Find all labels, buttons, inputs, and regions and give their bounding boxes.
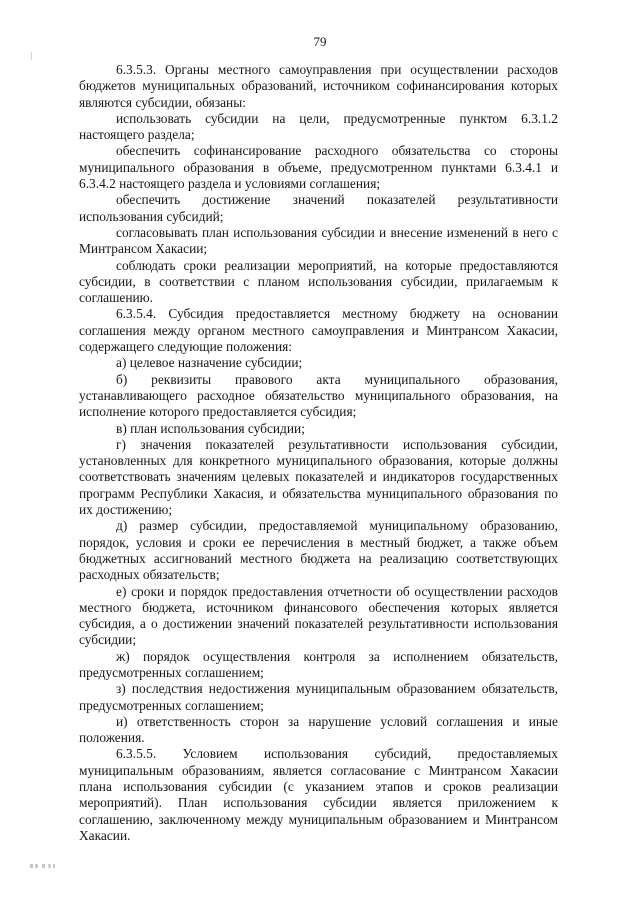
page-number: 79 bbox=[313, 34, 327, 49]
paragraph-6-3-5-4: 6.3.5.4. Субсидия предоставляется местному бюджету на основании соглашения между органом местного самоуправления и Минтрансом Хакасии, содержащего следующие положения: bbox=[79, 306, 558, 355]
clause-v: в) план использования субсидии; bbox=[116, 420, 305, 436]
clause-g: г) значения показателей результативности использования субсидии, установленных для конкретного муниципального образования, которые должны соответствовать значениям целевых показателей и индикаторов государственных программ Республики Хакасия, и обязательства муниципального образования по их достижению; bbox=[79, 436, 558, 518]
clause-e: е) сроки и порядок предоставления отчетности об осуществлении расходов местного бюджета, источником финансового обеспечения которых является субсидия, а о достижении значений показателей результативности использования субсидии; bbox=[79, 583, 558, 648]
paragraph-6-3-5-3: 6.3.5.3. Органы местного самоуправления при осуществлении расходов бюджетов муниципальных образований, источником софинансирования которых являются субсидии, обязаны: bbox=[79, 62, 558, 110]
obligation-cofinancing: обеспечить софинансирование расходного обязательства со стороны муниципального образования в объеме, предусмотренном пунктами 6.3.4.1 и 6.3.4.2 настоящего раздела и условиями соглашения; bbox=[79, 143, 558, 192]
document-body bbox=[79, 62, 558, 844]
paragraph-6-3-5-5: 6.3.5.5. Условием использования субсидий, предоставляемых муниципальным образованиям, является согласование с Минтрансом Хакасии плана использования субсидии (с указанием этапов и сроков реализации мероприятий). План использования субсидии является приложением к соглашению, заключенному между муниципальным образованием и Минтрансом Хакасии. bbox=[79, 746, 558, 843]
obligation-plan-approval: согласовывать план использования субсидии и внесение изменений в него с Минтрансом Хакасии; bbox=[79, 224, 558, 257]
obligation-use-subsidy: использовать субсидии на цели, предусмотренные пунктом 6.3.1.2 настоящего раздела; bbox=[79, 110, 558, 143]
clause-d: д) размер субсидии, предоставляемой муниципальному образованию, порядок, условия и сроки ее перечисления в местный бюджет, а также объем бюджетных ассигнований местного бюджета на реализацию соответствующих расходных обязательств; bbox=[79, 518, 558, 583]
clause-b: б) реквизиты правового акта муниципального образования, устанавливающего расходное обязательство муниципального образования, на исполнение которого предоставляется субсидия; bbox=[79, 371, 558, 420]
clause-zh: ж) порядок осуществления контроля за исполнением обязательств, предусмотренных соглашением; bbox=[79, 648, 558, 680]
obligation-performance: обеспечить достижение значений показателей результативности использования субсидий; bbox=[79, 192, 558, 224]
clause-i: и) ответственность сторон за нарушение условий соглашения и иные положения. bbox=[79, 713, 558, 746]
clause-a: а) целевое назначение субсидии; bbox=[116, 355, 303, 371]
clause-z: з) последствия недостижения муниципальным образованием обязательств, предусмотренных соглашением; bbox=[79, 681, 558, 713]
scan-noise-icon bbox=[30, 862, 56, 870]
obligation-deadlines: соблюдать сроки реализации мероприятий, на которые предоставляются субсидии, в соответствии с планом использования субсидии, прилагаемым к соглашению. bbox=[79, 257, 558, 306]
scan-artifact-mark bbox=[30, 862, 56, 872]
scan-margin-mark bbox=[31, 52, 32, 60]
